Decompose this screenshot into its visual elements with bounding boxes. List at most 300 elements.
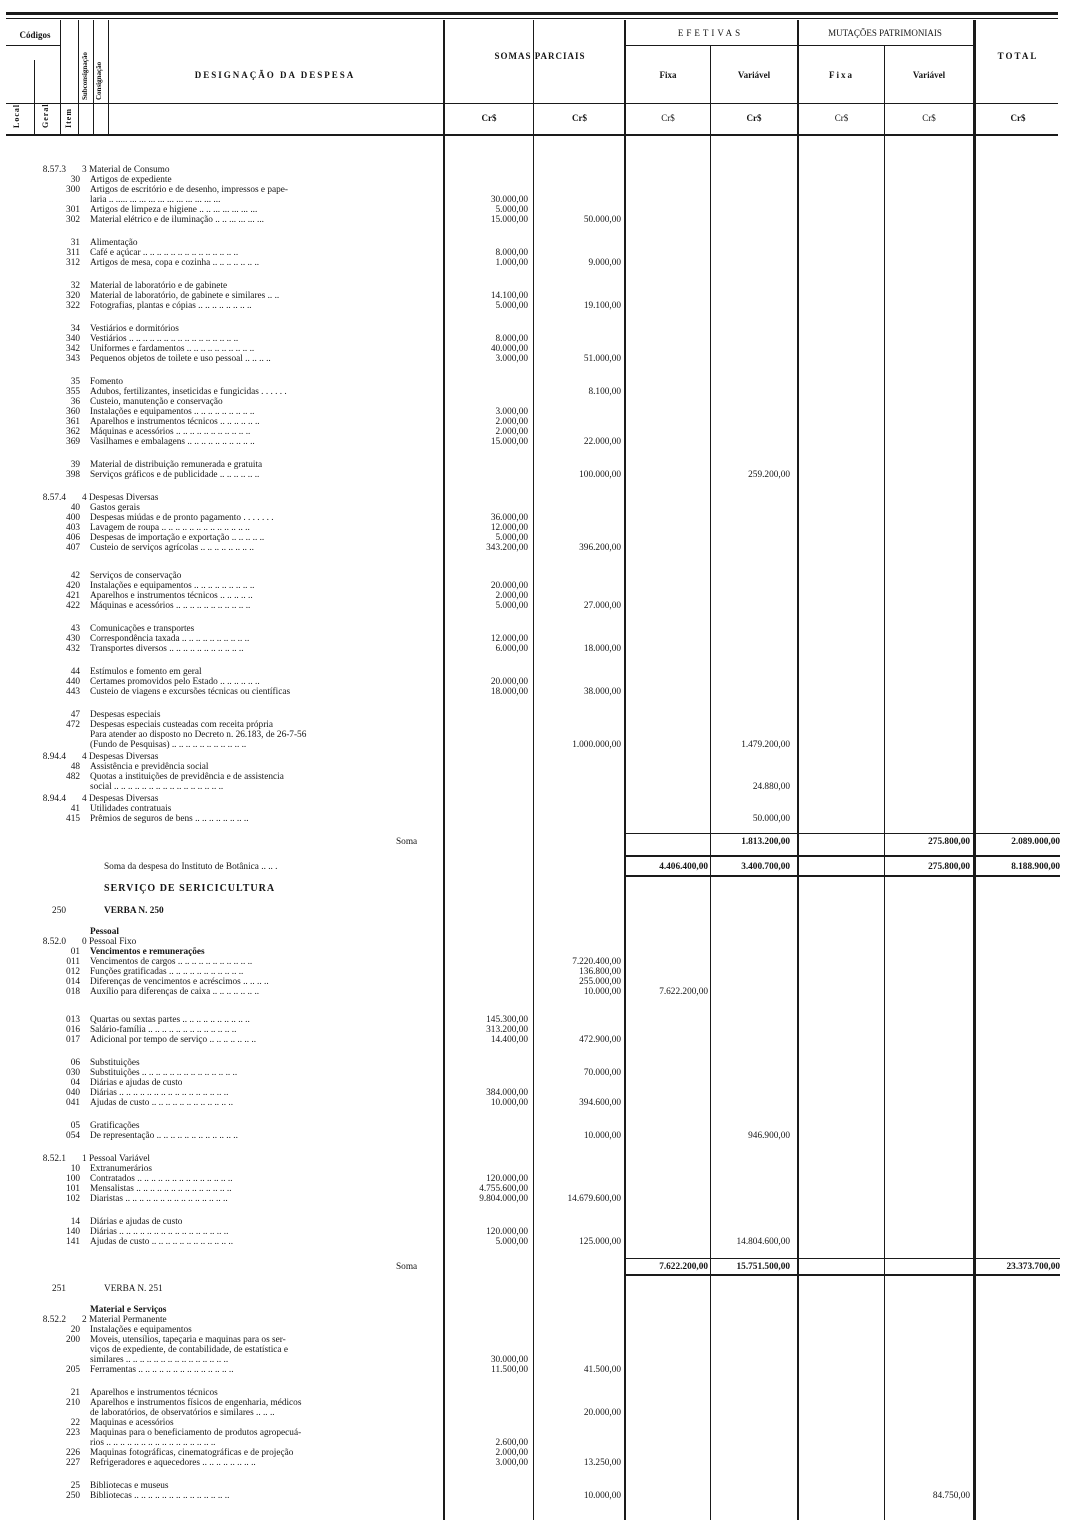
soma-parcial-1: 4.755.600,00	[479, 1184, 528, 1194]
currency-mf: Cr$	[834, 113, 849, 123]
table-row	[0, 977, 1071, 987]
expense-description: Despesas miúdas e de pronto pagamento . . . . . . .	[90, 513, 274, 523]
table-row	[0, 1448, 1071, 1458]
code-item: 432	[66, 644, 80, 654]
soma-parcial-2: 18.000,00	[583, 644, 621, 654]
code-item: 421	[66, 591, 80, 601]
code-item: 42	[70, 571, 80, 581]
code-item: 250	[66, 1491, 80, 1501]
code-item: 443	[66, 687, 80, 697]
expense-description: Auxílio para diferenças de caixa .. .. .. .. .. .. ..	[90, 987, 260, 997]
code-local: 8.52.1	[42, 1154, 66, 1164]
efetiva-variavel: 1.813.200,00	[741, 837, 790, 847]
table-row	[0, 837, 1071, 847]
expense-description: Alimentação	[90, 238, 138, 248]
expense-description: Aparelhos e instrumentos técnicos	[90, 1388, 218, 1398]
code-item: 415	[66, 814, 80, 824]
code-item: 355	[66, 387, 80, 397]
expense-description: Utilidades contratuais	[90, 804, 172, 814]
table-row	[0, 591, 1071, 601]
expense-description: Soma da despesa do Instituto de Botânica .. .. .	[104, 862, 278, 872]
table-row	[0, 543, 1071, 553]
expense-description: Adubos, fertilizantes, inseticidas e fungicidas . . . . . .	[90, 387, 287, 397]
soma-parcial-1: 15.000,00	[490, 437, 528, 447]
table-row	[0, 248, 1071, 258]
efetiva-fixa: 7.622.200,00	[659, 1262, 708, 1272]
table-row	[0, 1388, 1071, 1398]
expense-description: Assistência e previdência social	[90, 762, 209, 772]
code-item: 10	[70, 1164, 80, 1174]
table-row	[0, 884, 1071, 894]
efetiva-variavel: 50.000,00	[752, 814, 790, 824]
expense-description: Prêmios de seguros de bens .. .. .. .. .. .. .. ..	[90, 814, 249, 824]
expense-description: Vencimentos e remunerações	[90, 947, 205, 957]
code-item: 40	[70, 503, 80, 513]
table-row	[0, 1098, 1071, 1108]
table-row	[0, 165, 1071, 175]
code-local: 8.94.4	[42, 752, 66, 762]
expense-description: Instalações e equipamentos .. .. .. .. .. .. .. .. ..	[90, 407, 255, 417]
code-item: 205	[66, 1365, 80, 1375]
code-local: 250	[52, 906, 66, 916]
table-row	[0, 752, 1071, 762]
soma-parcial-2: 22.000,00	[583, 437, 621, 447]
soma-parcial-2: 100.000,00	[579, 470, 621, 480]
expense-description: Refrigeradores e aquecedores .. .. .. .. .. .. .. ..	[90, 1458, 256, 1468]
currency-p1: Cr$	[481, 113, 497, 123]
soma-parcial-1: 2.000,00	[495, 417, 528, 427]
expense-description: Material de laboratório, de gabinete e similares .. ..	[90, 291, 280, 301]
code-item: 44	[70, 667, 80, 677]
table-row	[0, 581, 1071, 591]
soma-rule-4	[626, 1258, 1060, 1259]
table-row	[0, 334, 1071, 344]
header-geral: Geral	[41, 103, 50, 128]
currency-ef: Cr$	[661, 113, 675, 123]
soma-parcial-1: 120.000,00	[486, 1174, 528, 1184]
table-row	[0, 1088, 1071, 1098]
soma-parcial-2: 255.000,00	[579, 977, 621, 987]
code-item: 012	[66, 967, 80, 977]
table-row	[0, 1365, 1071, 1375]
code-item: 22	[70, 1418, 80, 1428]
top-rule-thin	[6, 18, 1058, 19]
expense-description: de laboratórios, de observatórios e similares .. .. ..	[90, 1408, 275, 1418]
code-item: 360	[66, 407, 80, 417]
table-row	[0, 437, 1071, 447]
soma-parcial-2: 10.000,00	[583, 1491, 621, 1501]
expense-description: rios .. .. .. .. .. .. .. .. .. .. .. .. .. .. .. ..	[90, 1438, 216, 1448]
expense-description: Custeio de viagens e excursões técnicas ou científicas	[90, 687, 291, 697]
soma-parcial-2: 27.000,00	[583, 601, 621, 611]
soma-parcial-2: 50.000,00	[583, 215, 621, 225]
expense-description: Diárias .. .. .. .. .. .. .. .. .. .. .. .. .. .. .. ..	[90, 1227, 229, 1237]
expense-description: Pequenos objetos de toilete e uso pessoal .. .. .. ..	[90, 354, 271, 364]
code-item: 054	[66, 1131, 80, 1141]
expense-description: Custeio, manutenção e conservação	[90, 397, 223, 407]
expense-description: Serviços de conservação	[90, 571, 182, 581]
table-row	[0, 215, 1071, 225]
col-line-item	[60, 20, 61, 136]
table-row	[0, 1068, 1071, 1078]
table-row	[0, 1481, 1071, 1491]
soma-parcial-2: 7.220.400,00	[572, 957, 621, 967]
table-row	[0, 1355, 1071, 1365]
code-item: 47	[70, 710, 80, 720]
table-row	[0, 387, 1071, 397]
code-local: 8.52.0	[42, 937, 66, 947]
expense-description: Vestiários e dormitórios	[90, 324, 179, 334]
table-row	[0, 804, 1071, 814]
soma-parcial-1: 384.000,00	[486, 1088, 528, 1098]
expense-description: Diaristas .. .. .. .. .. .. .. .. .. .. .. .. .. .. ..	[90, 1194, 228, 1204]
soma-parcial-2: 10.000,00	[583, 1131, 621, 1141]
expense-description: Mensalistas .. .. .. .. .. .. .. .. .. .. .. .. .. ..	[90, 1184, 232, 1194]
soma-parcial-2: 13.250,00	[583, 1458, 621, 1468]
expense-description: 4 Despesas Diversas	[82, 794, 159, 804]
table-row	[0, 987, 1071, 997]
soma-rule-5	[626, 1274, 1060, 1276]
code-item: 200	[66, 1335, 80, 1345]
table-row	[0, 1408, 1071, 1418]
code-item: 011	[66, 957, 80, 967]
expense-description: Diárias e ajudas de custo	[90, 1217, 183, 1227]
expense-description: Maquinas fotográficas, cinematográficas e de projeção	[90, 1448, 294, 1458]
code-item: 407	[66, 543, 80, 553]
table-row	[0, 1217, 1071, 1227]
table-row	[0, 1398, 1071, 1408]
table-row	[0, 624, 1071, 634]
soma-parcial-2: 396.200,00	[579, 543, 621, 553]
expense-description: Pessoal	[90, 927, 119, 937]
soma-rule-3	[626, 875, 1060, 877]
efetiva-variavel: 946.900,00	[748, 1131, 790, 1141]
code-item: 322	[66, 301, 80, 311]
code-item: 320	[66, 291, 80, 301]
efetiva-variavel: 259.200,00	[748, 470, 790, 480]
table-row	[0, 1025, 1071, 1035]
expense-description: laria .. ..... ... ... ... ... ... ... ... ... ... ...	[90, 195, 221, 205]
expense-description: 4 Despesas Diversas	[82, 493, 159, 503]
code-item: 39	[70, 460, 80, 470]
table-row	[0, 957, 1071, 967]
table-row	[0, 634, 1071, 644]
total: 23.373.700,00	[1006, 1262, 1060, 1272]
expense-description: viços de expediente, de contabilidade, de estatística e	[90, 1345, 288, 1355]
code-item: 14	[70, 1217, 80, 1227]
code-item: 472	[66, 720, 80, 730]
soma-parcial-1: 20.000,00	[490, 677, 528, 687]
expense-description: Máquinas e acessórios .. .. .. .. .. .. .. .. .. .. ..	[90, 601, 251, 611]
expense-description: Salário-família .. .. .. .. .. .. .. .. .. .. .. .. ..	[90, 1025, 237, 1035]
table-row	[0, 175, 1071, 185]
code-item: 014	[66, 977, 80, 987]
code-item: 32	[70, 281, 80, 291]
expense-description: 0 Pessoal Fixo	[82, 937, 137, 947]
table-row	[0, 814, 1071, 824]
header-sub-rule	[6, 103, 1058, 104]
code-local: 8.52.2	[42, 1315, 66, 1325]
soma-parcial-1: 11.500,00	[491, 1365, 528, 1375]
code-item: 406	[66, 533, 80, 543]
soma-parcial-1: 40.000,00	[490, 344, 528, 354]
top-rule-thick	[6, 12, 1058, 15]
expense-description: similares .. .. .. .. .. .. .. .. .. .. .. .. .. .. ..	[90, 1355, 229, 1365]
code-item: 34	[70, 324, 80, 334]
table-row	[0, 740, 1071, 750]
table-row	[0, 862, 1071, 872]
code-item: 362	[66, 427, 80, 437]
expense-description: 4 Despesas Diversas	[82, 752, 159, 762]
soma-parcial-2: 8.100,00	[588, 387, 621, 397]
soma-parcial-2: 394.600,00	[579, 1098, 621, 1108]
soma-parcial-1: 343.200,00	[486, 543, 528, 553]
soma-parcial-1: 14.400,00	[490, 1035, 528, 1045]
expense-description: Funções gratificadas .. .. .. .. .. .. .. .. .. .. ..	[90, 967, 244, 977]
table-row	[0, 1194, 1071, 1204]
code-item: 25	[70, 1481, 80, 1491]
header-total: TOTAL	[997, 51, 1039, 61]
header-mutacoes: MUTAÇÕES PATRIMONIAIS	[828, 28, 942, 38]
efetiva-variavel: 3.400.700,00	[741, 862, 790, 872]
table-row	[0, 967, 1071, 977]
table-row	[0, 667, 1071, 677]
expense-description: Artigos de limpeza e higiene .. .. ... ... ... ... ...	[90, 205, 258, 215]
currency-mv: Cr$	[922, 113, 936, 123]
table-row	[0, 1121, 1071, 1131]
mutacao-variavel: 275.800,00	[928, 837, 970, 847]
expense-description: Material de distribuição remunerada e gratuita	[90, 460, 263, 470]
expense-description: Comunicações e transportes	[90, 624, 195, 634]
table-row	[0, 1335, 1071, 1345]
expense-description: Uniformes e fardamentos .. .. .. .. .. .. .. .. .. ..	[90, 344, 255, 354]
table-row	[0, 730, 1071, 740]
expense-description: VERBA N. 250	[104, 906, 164, 916]
soma-parcial-2: 14.679.600,00	[567, 1194, 621, 1204]
table-row	[0, 427, 1071, 437]
expense-description: Soma	[396, 1262, 418, 1272]
expense-description: Quartas ou sextas partes .. .. .. .. .. .. .. .. .. ..	[90, 1015, 250, 1025]
expense-description: Máquinas e acessórios .. .. .. .. .. .. .. .. .. .. ..	[90, 427, 251, 437]
soma-parcial-2: 125.000,00	[579, 1237, 621, 1247]
soma-parcial-1: 3.000,00	[495, 1458, 528, 1468]
table-row	[0, 571, 1071, 581]
table-row	[0, 1345, 1071, 1355]
code-item: 223	[66, 1428, 80, 1438]
table-row	[0, 1184, 1071, 1194]
code-item: 403	[66, 523, 80, 533]
soma-parcial-1: 15.000,00	[490, 215, 528, 225]
soma-parcial-1: 36.000,00	[490, 513, 528, 523]
expense-description: Aparelhos e instrumentos técnicos .. .. .. .. .. ..	[90, 417, 260, 427]
code-item: 04	[70, 1078, 80, 1088]
table-row	[0, 377, 1071, 387]
soma-parcial-1: 145.300,00	[486, 1015, 528, 1025]
code-item: 040	[66, 1088, 80, 1098]
table-row	[0, 460, 1071, 470]
table-row	[0, 523, 1071, 533]
soma-parcial-1: 3.000,00	[495, 407, 528, 417]
soma-parcial-1: 2.000,00	[495, 591, 528, 601]
table-row	[0, 762, 1071, 772]
code-item: 343	[66, 354, 80, 364]
code-item: 300	[66, 185, 80, 195]
code-item: 440	[66, 677, 80, 687]
header-somas-parciais: SOMAS PARCIAIS	[494, 51, 586, 61]
header-consignacao: Consignação	[95, 61, 103, 100]
soma-parcial-2: 472.900,00	[579, 1035, 621, 1045]
table-row	[0, 281, 1071, 291]
efetiva-fixa: 4.406.400,00	[659, 862, 708, 872]
expense-description: 3 Material de Consumo	[82, 165, 170, 175]
code-item: 06	[70, 1058, 80, 1068]
col-line-desc	[108, 20, 109, 136]
expense-description: Gastos gerais	[90, 503, 140, 513]
expense-description: Bibliotecas e museus	[90, 1481, 169, 1491]
header-subconsignacao: Subconsignação	[81, 52, 89, 100]
expense-description: Bibliotecas .. .. .. .. .. .. .. .. .. .. .. .. .. ..	[90, 1491, 230, 1501]
expense-description: Artigos de mesa, copa e cozinha .. .. .. .. .. .. ..	[90, 258, 260, 268]
expense-description: Serviços gráficos e de publicidade .. .. .. .. .. ..	[90, 470, 260, 480]
expense-description: Instalações e equipamentos	[90, 1325, 192, 1335]
soma-rule-2	[626, 855, 1060, 857]
code-item: 017	[66, 1035, 80, 1045]
table-row	[0, 720, 1071, 730]
table-row	[0, 258, 1071, 268]
table-row	[0, 397, 1071, 407]
soma-parcial-1: 8.000,00	[495, 248, 528, 258]
table-row	[0, 794, 1071, 804]
soma-parcial-2: 9.000,00	[588, 258, 621, 268]
table-row	[0, 1227, 1071, 1237]
expense-description: Instalações e equipamentos .. .. .. .. .. .. .. .. ..	[90, 581, 255, 591]
code-item: 43	[70, 624, 80, 634]
expense-description: VERBA N. 251	[104, 1284, 163, 1294]
table-row	[0, 407, 1071, 417]
expense-description: Ajudas de custo .. .. .. .. .. .. .. .. .. .. .. ..	[90, 1237, 234, 1247]
code-item: 141	[66, 1237, 80, 1247]
code-item: 20	[70, 1325, 80, 1335]
soma-parcial-1: 12.000,00	[490, 634, 528, 644]
code-item: 41	[70, 804, 80, 814]
table-row	[0, 1315, 1071, 1325]
code-item: 226	[66, 1448, 80, 1458]
table-row	[0, 493, 1071, 503]
expense-description: Extranumerários	[90, 1164, 152, 1174]
header-item: Item	[64, 108, 73, 128]
soma-parcial-1: 313.200,00	[486, 1025, 528, 1035]
expense-description: Artigos de expediente	[90, 175, 172, 185]
total: 2.089.000,00	[1011, 837, 1060, 847]
code-item: 30	[70, 175, 80, 185]
table-row	[0, 291, 1071, 301]
soma-parcial-1: 8.000,00	[495, 334, 528, 344]
expense-description: Material elétrico e de iluminação .. .. ... ... ... ...	[90, 215, 264, 225]
table-row	[0, 417, 1071, 427]
table-row	[0, 470, 1071, 480]
expense-description: Vencimentos de cargos .. .. .. .. .. .. .. .. .. .. ..	[90, 957, 253, 967]
expense-description: Despesas especiais custeadas com receita própria	[90, 720, 274, 730]
table-row	[0, 677, 1071, 687]
currency-p2: Cr$	[572, 113, 587, 123]
code-item: 482	[66, 772, 80, 782]
table-row	[0, 1428, 1071, 1438]
expense-description: Certames promovidos pelo Estado .. .. .. .. .. ..	[90, 677, 260, 687]
expense-description: Fomento	[90, 377, 124, 387]
soma-parcial-2: 70.000,00	[583, 1068, 621, 1078]
code-item: 210	[66, 1398, 80, 1408]
header-local: Local	[12, 103, 21, 128]
code-local: 8.57.4	[42, 493, 66, 503]
header-codigos: Códigos	[19, 30, 51, 40]
col-line-subcons	[78, 20, 79, 136]
soma-parcial-1: 30.000,00	[490, 195, 528, 205]
table-row	[0, 1458, 1071, 1468]
soma-parcial-1: 14.100,00	[490, 291, 528, 301]
code-local: 8.57.3	[42, 165, 66, 175]
expense-description: Fotografias, plantas e cópias .. .. .. .. .. .. .. ..	[90, 301, 252, 311]
table-row	[0, 1035, 1071, 1045]
soma-parcial-1: 12.000,00	[490, 523, 528, 533]
table-row	[0, 301, 1071, 311]
code-item: 340	[66, 334, 80, 344]
expense-description: Vestiários .. .. .. .. .. .. .. .. .. .. .. .. .. .. .. ..	[90, 334, 239, 344]
expense-description: Vasilhames e embalagens .. .. .. .. .. .. .. .. .. ..	[90, 437, 255, 447]
soma-parcial-1: 2.000,00	[495, 1448, 528, 1458]
code-item: 369	[66, 437, 80, 447]
soma-parcial-2: 41.500,00	[583, 1365, 621, 1375]
code-item: 21	[70, 1388, 80, 1398]
expense-description: Correspondência taxada .. .. .. .. .. .. .. .. .. ..	[90, 634, 250, 644]
code-item: 35	[70, 377, 80, 387]
soma-parcial-1: 2.000,00	[495, 427, 528, 437]
expense-description: Artigos de escritório e de desenho, impressos e pape-	[90, 185, 289, 195]
table-row	[0, 1058, 1071, 1068]
expense-description: Aparelhos e instrumentos físicos de engenharia, médicos	[90, 1398, 302, 1408]
soma-parcial-2: 38.000,00	[583, 687, 621, 697]
code-item: 05	[70, 1121, 80, 1131]
efetiva-fixa: 7.622.200,00	[659, 987, 708, 997]
expense-description: Moveis, utensílios, tapeçaria e maquinas para os ser-	[90, 1335, 286, 1345]
expense-description: Gratificações	[90, 1121, 140, 1131]
table-row	[0, 533, 1071, 543]
expense-description: Substituições	[90, 1058, 140, 1068]
code-item: 398	[66, 470, 80, 480]
expense-description: Material de laboratório e de gabinete	[90, 281, 228, 291]
table-row	[0, 782, 1071, 792]
table-row	[0, 185, 1071, 195]
code-item: 016	[66, 1025, 80, 1035]
expense-description: 1 Pessoal Variável	[82, 1154, 150, 1164]
table-row	[0, 687, 1071, 697]
total: 8.188.900,00	[1011, 862, 1060, 872]
soma-parcial-2: 51.000,00	[583, 354, 621, 364]
expense-description: Ajudas de custo .. .. .. .. .. .. .. .. .. .. .. ..	[90, 1098, 234, 1108]
code-item: 36	[70, 397, 80, 407]
soma-parcial-1: 5.000,00	[495, 601, 528, 611]
code-item: 041	[66, 1098, 80, 1108]
header-mutacoes-fixa: Fixa	[829, 70, 854, 80]
expense-description: Ferramentas .. .. .. .. .. .. .. .. .. .. .. .. .. ..	[90, 1365, 234, 1375]
currency-tot: Cr$	[1010, 113, 1026, 123]
table-row	[0, 1237, 1071, 1247]
table-row	[0, 644, 1071, 654]
code-item: 013	[66, 1015, 80, 1025]
code-item: 312	[66, 258, 80, 268]
table-row	[0, 1262, 1071, 1272]
table-row	[0, 710, 1071, 720]
expense-description: Custeio de serviços agrícolas .. .. .. .. .. .. .. ..	[90, 543, 254, 553]
